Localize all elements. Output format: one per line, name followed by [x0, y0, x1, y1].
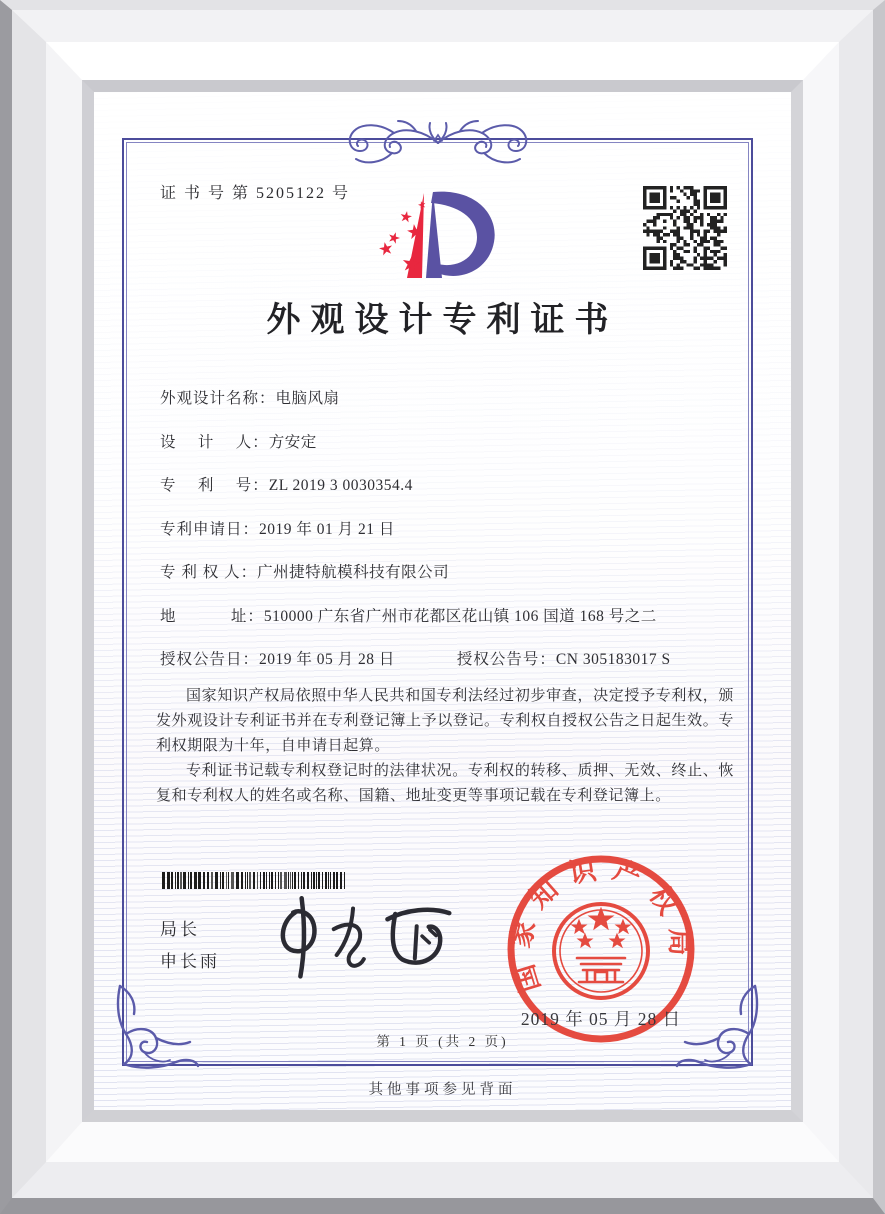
seal-date: 2019 年 05 月 28 日	[520, 1009, 682, 1029]
field-grant-row	[160, 647, 735, 669]
field-designer	[160, 430, 735, 452]
certificate-title: 外观设计专利证书	[266, 302, 619, 339]
seal-ring-text: 国家知识产权局	[505, 854, 696, 996]
field-patentee	[160, 560, 735, 582]
cnipa-logo-icon	[365, 180, 525, 292]
qr-code	[643, 186, 727, 270]
field-label: 设 计 人：	[160, 433, 269, 451]
field-patent-number	[160, 473, 735, 495]
grant-no-value: CN 305183017 S	[555, 651, 671, 668]
legal-paragraph-2: 专利证书记载专利权登记时的法律状况。专利权的转移、质押、无效、终止、恢复和专利权人的姓名或名称、国籍、地址变更等事项记载在专利登记簿上。	[156, 763, 734, 804]
officer-block	[160, 914, 220, 978]
signature-icon	[260, 884, 473, 986]
field-address	[160, 604, 735, 626]
certificate-number: 证 书 号 第 5205122 号	[160, 185, 351, 202]
officer-title: 局长	[160, 920, 200, 939]
picture-frame-bevel	[12, 10, 873, 1198]
field-label: 专 利 号：	[160, 477, 269, 494]
field-value: 广州捷特航模科技有限公司	[257, 564, 450, 581]
field-list	[160, 386, 735, 691]
field-value: ZL 2019 3 0030354.4	[268, 477, 413, 494]
back-side-note: 其他事项参见背面	[368, 1082, 517, 1098]
certificate-paper	[94, 92, 791, 1110]
field-label: 专 利 权 人：	[160, 564, 258, 581]
legal-text	[156, 684, 734, 809]
frame-mat	[82, 80, 803, 1122]
field-label: 外观设计名称：	[160, 390, 276, 407]
field-design-name	[160, 386, 735, 408]
grant-no-label: 授权公告号：	[456, 651, 556, 668]
field-application-date	[160, 517, 735, 539]
official-seal	[503, 854, 699, 1050]
grant-date-value: 2019 年 05 月 28 日	[259, 651, 395, 668]
picture-frame-inner	[46, 42, 839, 1162]
grant-date-label: 授权公告日：	[160, 651, 260, 668]
field-value: 2019 年 01 月 21 日	[259, 520, 395, 538]
field-value: 510000 广东省广州市花都区花山镇 106 国道 168 号之二	[263, 607, 657, 625]
field-label: 地 址：	[160, 607, 264, 625]
officer-name: 申长雨	[160, 952, 220, 971]
page-number: 第 1 页 (共 2 页)	[376, 1034, 509, 1049]
legal-paragraph-1: 国家知识产权局依照中华人民共和国专利法经过初步审查，决定授予专利权，颁发外观设计专利证书并在专利登记簿上予以登记。专利权自授权公告之日起生效。专利权期限为十年，自申请日起算。	[156, 688, 734, 754]
field-value: 方安定	[268, 433, 317, 451]
field-label: 专利申请日：	[160, 520, 260, 538]
barcode	[162, 872, 348, 889]
field-value: 电脑风扇	[275, 390, 340, 407]
